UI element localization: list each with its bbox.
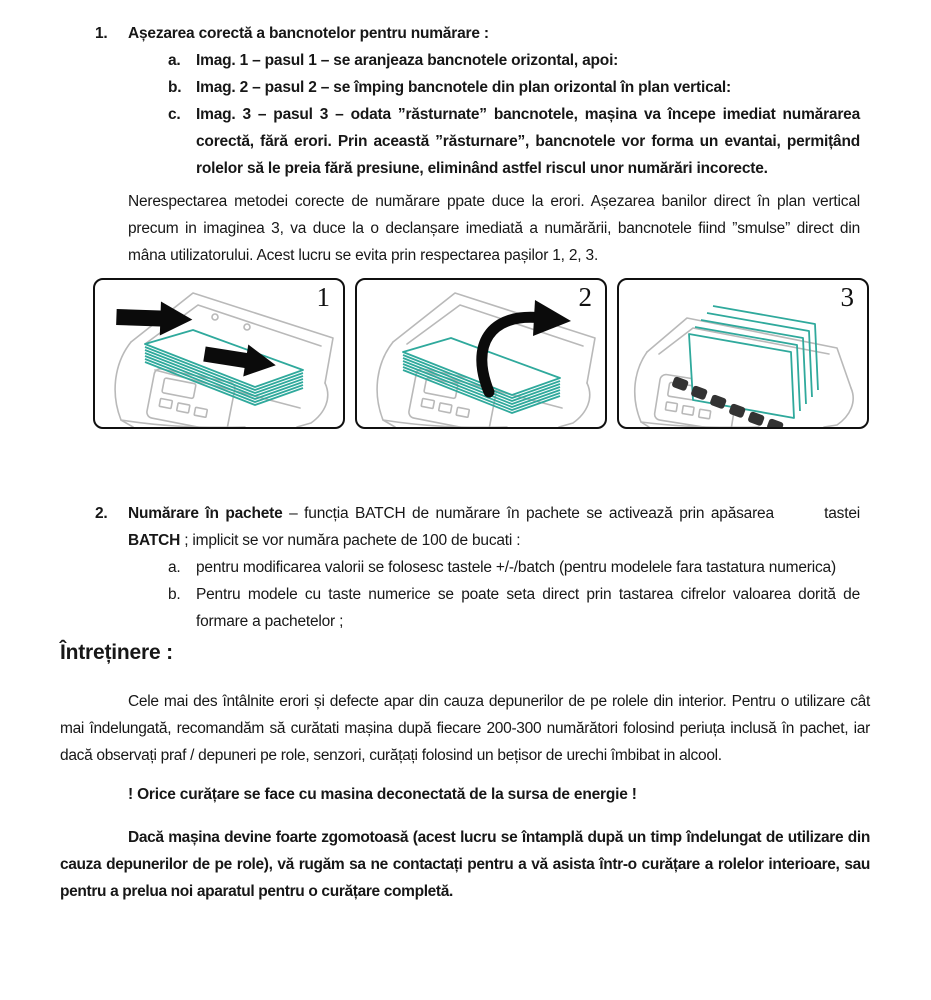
figure-3-label: 3 — [840, 282, 854, 312]
list2-item-a-text: pentru modificarea valorii se folosesc tastele +/-/batch (pentru modelele fara tastatura numerica) — [196, 559, 836, 576]
list2-line2-rest: ; implicit se vor număra pachete de 100 de bucati : — [180, 532, 521, 549]
maintenance-paragraph-2: Dacă mașina devine foarte zgomotoasă (acest lucru se întamplă după un timp îndelungat de utilizare din cauza depunerilor de pe role), vă rugăm sa ne contactați pentru a vă asista într-o curățare a rolelor interioare, sau pentru a prelua noi aparatul pentru o curățare completă. — [60, 829, 870, 900]
maintenance-paragraph-1: Cele mai des întâlnite erori și defecte apar din cauza depunerilor de pe rolele din interior. Pentru o utilizare cât mai îndelungată, recomandăm să curătati mașina după fiecare 200-300 numărători folosind periuța inclusă în pachet, iar dacă observați praf / depuneri pe role, senzori, curățați folosind un bețisor de urechi îmbibat in alcool. — [60, 693, 870, 764]
list2-number: 2. — [95, 505, 108, 522]
figure-2-label: 2 — [578, 282, 592, 312]
list2-title-tail: tastei — [824, 505, 860, 522]
list1-item-a-marker: a. — [168, 52, 181, 69]
figure-1 — [93, 278, 345, 429]
power-warning-line: ! Orice curățare se face cu masina deconectată de la sursa de energie ! — [128, 786, 637, 803]
list2-item-b-text: Pentru modele cu taste numerice se poate seta direct prin tastarea cifrelor valoarea dorită de formare a pachetelor ; — [196, 586, 860, 630]
list1-item-a-text: Imag. 1 – pasul 1 – se aranjeaza bancnotele orizontal, apoi: — [196, 52, 619, 69]
counter-machine-step2-illustration — [357, 280, 605, 427]
list1-item-a — [168, 47, 860, 74]
list2-title-line2 — [128, 527, 860, 554]
list1-item-b-marker: b. — [168, 79, 182, 96]
maintenance-heading: Întreținere : — [60, 641, 173, 664]
list2-item-b-marker: b. — [168, 586, 181, 603]
figure-1-label: 1 — [316, 282, 330, 312]
counter-machine-step1-illustration — [95, 280, 343, 427]
list1-item-b-text: Imag. 2 – pasul 2 – se împing bancnotele din plan orizontal în plan vertical: — [196, 79, 731, 96]
list1-item-c-text: Imag. 3 – pasul 3 – odata ”răsturnate” bancnotele, mașina va începe imediat numărarea corectă, fără erori. Prin această ”răsturnare”, bancnotele vor forma un evantai, permițând rolelor să le preia fără presiune, eliminând astfel riscul unor numărări incorecte. — [196, 106, 860, 177]
method-warning-paragraph: Nerespectarea metodei corecte de numărare ppate duce la erori. Așezarea banilor direct în plan vertical precum in imaginea 3, va duce la o declanșare imediată a numărării, bancnotele fiind ”smulse” direct din mâna utilizatorului. Acest lucru se evita prin respectarea pașilor 1, 2, 3. — [128, 193, 860, 264]
list2-title-rest: – funcția BATCH de numărare în pachete se activează prin apăsarea — [282, 505, 774, 522]
list2-item-b — [168, 581, 860, 635]
list2-item-a-marker: a. — [168, 559, 181, 576]
list1-item-c-marker: c. — [168, 106, 181, 123]
list1-item-b — [168, 74, 860, 101]
list2-title-row — [95, 500, 860, 527]
list2-item-a — [168, 554, 860, 581]
list1-number: 1. — [95, 25, 108, 42]
list2-title-bold: Numărare în pachete — [128, 505, 283, 522]
batch-keyword: BATCH — [128, 532, 181, 549]
figure-row — [93, 278, 931, 429]
counter-machine-step3-illustration — [619, 280, 867, 427]
list1-item-c — [168, 101, 860, 182]
figure-2 — [355, 278, 607, 429]
list1-title: Așezarea corectă a bancnotelor pentru numărare : — [128, 25, 489, 42]
list1-title-row — [95, 20, 860, 47]
figure-3 — [617, 278, 869, 429]
